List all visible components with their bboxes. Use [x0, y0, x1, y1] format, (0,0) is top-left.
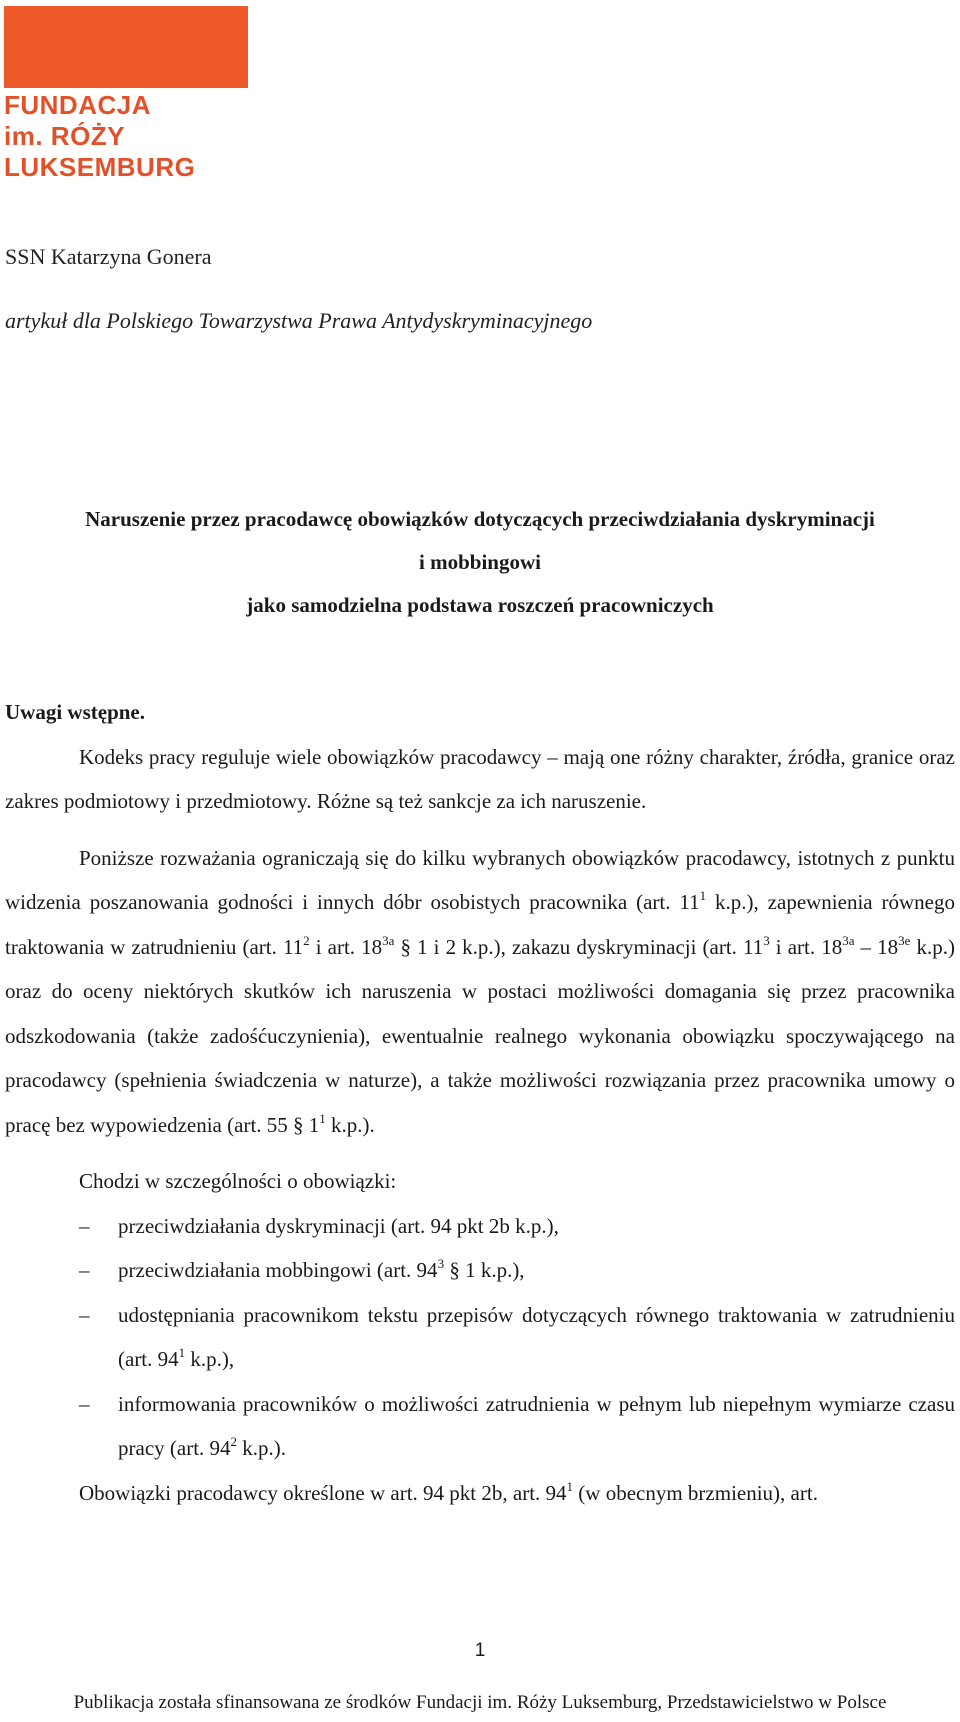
article-body — [5, 690, 955, 1515]
obligations-list — [5, 1204, 955, 1471]
section-heading: Uwagi wstępne. — [5, 700, 145, 724]
list-intro: Chodzi w szczególności o obowiązki: — [79, 1169, 397, 1193]
list-item: – przeciwdziałania dyskryminacji (art. 94 pkt 2b k.p.), — [79, 1213, 559, 1238]
foundation-logo — [4, 6, 248, 188]
logo-color-block — [4, 6, 248, 88]
paragraph-1: Kodeks pracy reguluje wiele obowiązków pracodawcy – mają one różny charakter, źródła, granice oraz zakres podmiotowy i przedmiotowy. Różne są też sankcje za ich naruszenie. — [5, 744, 955, 813]
list-item: – przeciwdziałania mobbingowi (art. $94^3$ § 1 k.p.), — [79, 1256, 525, 1282]
title-line-2: i mobbingowi — [419, 550, 541, 574]
paragraph-2: Poniższe rozważania ograniczają się do kilku wybranych obowiązków pracodawcy, istotnych z punktu widzenia poszanowania godności i innych dóbr osobistych pracownika (art. $11^1$ k.p.), zapewnienia równego traktowania w zatrudnieniu (art. $11^2$ i art. $18^{3a}$ § 1 i 2 k.p.), zakazu dyskryminacji (art. $11^3$ i art. $18^{3a} - 18^{3e}$ k.p.) oraz do oceny niektórych skutków ich naruszenia w postaci możliwości domagania się przez pracownika odszkodowania (także zadośćuczynienia), ewentualnie realnego wykonania obowiązku spoczywającego na pracodawcy (spełnienia świadczenia w naturze), a także możliwości rozwiązania przez pracownika umowy o pracę bez wypowiedzenia (art. 55 § $1^1$ k.p.). — [5, 845, 956, 1137]
article-title — [0, 498, 960, 627]
author-line: SSN Katarzyna Gonera — [5, 244, 212, 269]
logo-wordmark — [4, 90, 248, 183]
logo-line-1: FUNDACJA — [4, 90, 151, 120]
logo-line-2: im. RÓŻY — [4, 121, 126, 151]
logo-line-3: LUKSEMBURG — [4, 152, 196, 182]
funding-footer: Publikacja została sfinansowana ze środków Fundacji im. Róży Luksemburg, Przedstawicielstwo w Polsce — [73, 1692, 887, 1713]
paragraph-last: Obowiązki pracodawcy określone w art. 94 pkt 2b, art. $94^1$ (w obecnym brzmieniu), art. — [79, 1478, 818, 1505]
list-item: – informowania pracowników o możliwości zatrudnienia w pełnym lub niepełnym wymiarze czasu pracy (art. $94^2$ k.p.). — [79, 1391, 955, 1460]
article-subtitle: artykuł dla Polskiego Towarzystwa Prawa Antydyskryminacyjnego — [5, 308, 593, 333]
page-number: 1 — [474, 1640, 486, 1661]
title-line-3: jako samodzielna podstawa roszczeń pracowniczych — [246, 593, 714, 617]
title-line-1: Naruszenie przez pracodawcę obowiązków dotyczących przeciwdziałania dyskryminacji — [85, 507, 875, 531]
list-item: – udostępniania pracownikom tekstu przepisów dotyczących równego traktowania w zatrudnieniu (art. $94^1$ k.p.), — [79, 1302, 955, 1371]
